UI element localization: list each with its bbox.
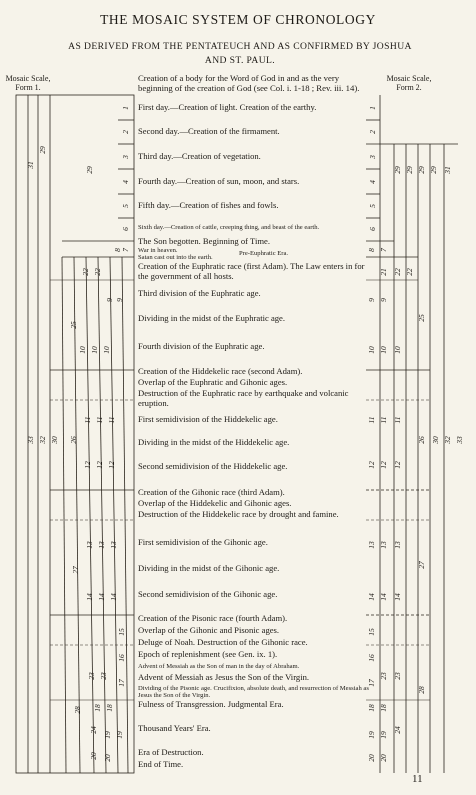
left-week-box-number: 29: [85, 166, 94, 174]
left-pisonic-number: 20: [103, 754, 112, 762]
entry-thousand-years-era: Thousand Years' Era.: [138, 723, 211, 733]
right-hiddekelic-number: 12: [379, 461, 388, 469]
left-hiddekelic-number: 12: [83, 461, 92, 469]
right-hiddekelic-number: 32: [443, 436, 452, 444]
left-hiddekelic-number: 11: [107, 416, 116, 424]
right-hiddekelic-number: 33: [455, 436, 464, 444]
entry-deluge-of-noah: Deluge of Noah. Destruction of the Gihonic race.: [138, 637, 308, 647]
subtitle-line-1: AS DERIVED FROM THE PENTATEUCH AND AS CONFIRMED BY JOSHUA: [68, 41, 412, 52]
left-pisonic-number: 23: [99, 672, 108, 680]
entry-gihonic-pisonic-overlap: Overlap of the Gihonic and Pisonic ages.: [138, 625, 280, 635]
right-euphratic-number: 10: [367, 346, 376, 354]
left-slanted-line: [98, 257, 106, 773]
right-pisonic-number: 19: [367, 731, 376, 739]
right-top-number: 29: [417, 166, 426, 174]
page-number: 11: [412, 773, 423, 785]
right-pisonic-number: 18: [367, 704, 376, 712]
entry-gihonic-first-semidivision: First semidivision of the Gihonic age.: [138, 537, 268, 547]
right-day-number: 6: [368, 227, 377, 231]
left-hiddekelic-number: 11: [95, 416, 104, 424]
subtitle-line-2: AND ST. PAUL.: [204, 55, 276, 66]
entry-satan-cast-out: Satan cast out into the earth.: [138, 254, 213, 261]
entry-third-day: Third day.—Creation of vegetation.: [138, 151, 261, 161]
left-euphratic-number: 25: [69, 321, 78, 329]
entry-advent-son-of-man: Advent of Messiah as the Son of man in the day of Abraham.: [138, 663, 300, 670]
left-euphratic-number: 10: [102, 346, 111, 354]
entry-son-begotten: The Son begotten. Beginning of Time.: [138, 236, 271, 246]
left-pisonic-number: 19: [115, 731, 124, 739]
right-gihonic-number: 13: [367, 541, 376, 549]
right-hiddekelic-number: 26: [417, 436, 426, 444]
left-euphratic-number: 7: [121, 248, 130, 252]
entry-advent-jesus: Advent of Messiah as Jesus the Son of the Virgin.: [138, 672, 310, 682]
left-first-column-number: 29: [38, 146, 47, 154]
left-gihonic-number: 14: [97, 593, 106, 601]
left-gihonic-number: 14: [109, 593, 118, 601]
left-scale-label-line1: Mosaic Scale,: [5, 74, 51, 83]
left-slanted-line: [122, 257, 128, 773]
left-pisonic-number: 18: [105, 704, 114, 712]
left-day-number: 5: [121, 204, 130, 208]
right-hiddekelic-number: 11: [379, 416, 388, 424]
right-euphratic-number: 9: [379, 298, 388, 302]
right-gihonic-number: 13: [393, 541, 402, 549]
right-hiddekelic-number: 30: [431, 436, 440, 444]
entry-euphratic-gihonic-overlap: Overlap of the Euphratic and Gihonic ages.: [138, 377, 288, 387]
right-day-number: 2: [368, 130, 377, 134]
left-hiddekelic-number: 30: [50, 436, 59, 444]
right-hiddekelic-number: 11: [367, 416, 376, 424]
left-pisonic-number: 16: [117, 654, 126, 662]
left-hiddekelic-number: 11: [83, 416, 92, 424]
right-euphratic-number: 8: [367, 248, 376, 252]
right-day-number: 3: [368, 155, 377, 159]
entry-hiddekelic-gihonic-overlap: Overlap of the Hiddekelic and Gihonic ages.: [138, 498, 292, 508]
left-day-number: 4: [121, 180, 130, 184]
left-scale-label-line2: Form 1.: [15, 83, 41, 92]
right-pisonic-number: 20: [367, 754, 376, 762]
left-day-number: 3: [121, 155, 130, 159]
right-euphratic-number: 10: [379, 346, 388, 354]
left-hiddekelic-number: 26: [69, 436, 78, 444]
right-gihonic-number: 14: [367, 593, 376, 601]
page-title: THE MOSAIC SYSTEM OF CHRONOLOGY: [100, 12, 376, 27]
left-pisonic-number: 15: [117, 628, 126, 636]
left-day-number: 2: [121, 130, 130, 134]
left-euphratic-number: 10: [78, 346, 87, 354]
entry-second-day: Second day.—Creation of the firmament.: [138, 126, 280, 136]
entry-fulness-of-transgression: Fulness of Transgression. Judgmental Era.: [138, 699, 284, 709]
intro-text: Creation of a body for the Word of God in and as the very beginning of the creation of God (see Col. i. 1-18 ; Rev. iii. 14).: [138, 73, 360, 93]
right-pisonic-number: 23: [393, 672, 402, 680]
left-scale-diagram: [16, 95, 134, 773]
entry-hiddekelic-dividing: Dividing in the midst of the Hiddekelic age.: [138, 437, 290, 447]
left-pisonic-number: 28: [73, 706, 82, 714]
right-hiddekelic-number: 11: [393, 416, 402, 424]
left-euphratic-number: 22: [93, 268, 102, 276]
entry-hiddekelic-second-semidivision: Second semidivision of the Hiddekelic age.: [138, 461, 288, 471]
entry-epoch-of-replenishment: Epoch of replenishment (see Gen. ix. 1).: [138, 649, 278, 659]
entry-euphratic-third-division: Third division of the Euphratic age.: [138, 288, 261, 298]
entry-gihonic-dividing: Dividing in the midst of the Gihonic age.: [138, 563, 280, 573]
right-pisonic-number: 19: [379, 731, 388, 739]
right-pisonic-number: 20: [379, 754, 388, 762]
left-pisonic-number: 19: [103, 731, 112, 739]
entry-war-in-heaven: War in heaven.: [138, 247, 178, 254]
entry-era-of-destruction: Era of Destruction.: [138, 747, 204, 757]
left-pisonic-number: 18: [93, 704, 102, 712]
entry-pre-euphratic-era: Pre-Euphratic Era.: [239, 250, 289, 257]
entry-euphratic-creation: Creation of the Euphratic race (first Adam). The Law enters in for the government of all hosts.: [138, 261, 365, 281]
left-pisonic-number: 20: [89, 752, 98, 760]
right-hiddekelic-number: 12: [367, 461, 376, 469]
right-gihonic-number: 13: [379, 541, 388, 549]
right-euphratic-number: 7: [379, 248, 388, 252]
right-top-number: 29: [393, 166, 402, 174]
right-euphratic-number: 9: [367, 298, 376, 302]
right-top-number: 31: [443, 166, 452, 174]
entry-hiddekelic-destruction: Destruction of the Hiddekelic race by drought and famine.: [138, 509, 339, 519]
left-gihonic-number: 14: [85, 593, 94, 601]
left-slanted-line: [86, 257, 94, 773]
left-gihonic-number: 13: [109, 541, 118, 549]
right-day-number: 1: [368, 106, 377, 110]
scale-numbers: [26, 106, 464, 762]
right-top-number: 29: [429, 166, 438, 174]
left-hiddekelic-number: 12: [107, 461, 116, 469]
right-euphratic-number: 21: [379, 268, 388, 276]
right-gihonic-number: 27: [417, 561, 426, 569]
right-scale-diagram: [366, 95, 458, 773]
left-first-column-number: 31: [26, 161, 35, 169]
entry-first-day: First day.—Creation of light. Creation of the earthy.: [138, 102, 317, 112]
entry-gihonic-second-semidivision: Second semidivision of the Gihonic age.: [138, 589, 278, 599]
right-hiddekelic-number: 12: [393, 461, 402, 469]
right-euphratic-number: 22: [405, 268, 414, 276]
entry-pisonic-dividing: Dividing of the Pisonic age. Crucifixion, absolute death, and resurrection of Messiah as Jesus the Son of the Virgin.: [138, 685, 369, 700]
right-day-number: 4: [368, 180, 377, 184]
entry-gihonic-creation: Creation of the Gihonic race (third Adam).: [138, 487, 285, 497]
entry-euphratic-dividing: Dividing in the midst of the Euphratic age.: [138, 313, 286, 323]
left-euphratic-number: 10: [90, 346, 99, 354]
right-pisonic-number: 16: [367, 654, 376, 662]
left-slanted-line: [62, 257, 66, 773]
right-scale-label-line2: Form 2.: [396, 83, 422, 92]
left-gihonic-number: 13: [97, 541, 106, 549]
left-gihonic-number: 27: [71, 566, 80, 574]
right-pisonic-number: 28: [417, 686, 426, 694]
right-euphratic-number: 10: [393, 346, 402, 354]
entry-hiddekelic-creation: Creation of the Hiddekelic race (second Adam).: [138, 366, 303, 376]
right-euphratic-number: 25: [417, 314, 426, 322]
left-pisonic-number: 17: [117, 679, 126, 687]
entry-sixth-day: Sixth day.—Creation of cattle, creeping thing, and beast of the earth.: [138, 224, 320, 231]
left-day-number: 1: [121, 106, 130, 110]
left-day-number: 6: [121, 227, 130, 231]
entry-euphratic-destruction: Destruction of the Euphratic race by earthquake and volcanic eruption.: [138, 388, 349, 408]
left-hiddekelic-number: 32: [38, 436, 47, 444]
entry-hiddekelic-first-semidivision: First semidivision of the Hiddekelic age.: [138, 414, 278, 424]
left-slanted-line: [74, 257, 80, 773]
left-euphratic-number: 9: [105, 298, 114, 302]
right-pisonic-number: 24: [393, 726, 402, 734]
right-gihonic-number: 14: [393, 593, 402, 601]
right-gihonic-number: 14: [379, 593, 388, 601]
right-pisonic-number: 17: [367, 679, 376, 687]
entry-euphratic-fourth-division: Fourth division of the Euphratic age.: [138, 341, 265, 351]
entry-fifth-day: Fifth day.—Creation of fishes and fowls.: [138, 200, 279, 210]
right-pisonic-number: 15: [367, 628, 376, 636]
entry-end-of-time: End of Time.: [138, 759, 184, 769]
left-euphratic-number: 22: [81, 268, 90, 276]
entry-fourth-day: Fourth day.—Creation of sun, moon, and stars.: [138, 176, 300, 186]
right-euphratic-number: 22: [393, 268, 402, 276]
left-euphratic-number: 9: [115, 298, 124, 302]
left-euphratic-number: 8: [113, 248, 122, 252]
right-pisonic-number: 18: [379, 704, 388, 712]
right-pisonic-number: 23: [379, 672, 388, 680]
left-hiddekelic-number: 33: [26, 436, 35, 444]
left-hiddekelic-number: 12: [95, 461, 104, 469]
left-pisonic-number: 24: [89, 726, 98, 734]
entry-pisonic-creation: Creation of the Pisonic race (fourth Adam).: [138, 613, 288, 623]
right-top-number: 29: [405, 166, 414, 174]
left-pisonic-number: 23: [87, 672, 96, 680]
right-day-number: 5: [368, 204, 377, 208]
left-gihonic-number: 13: [85, 541, 94, 549]
left-slanted-line: [110, 257, 118, 773]
right-scale-label-line1: Mosaic Scale,: [386, 74, 432, 83]
